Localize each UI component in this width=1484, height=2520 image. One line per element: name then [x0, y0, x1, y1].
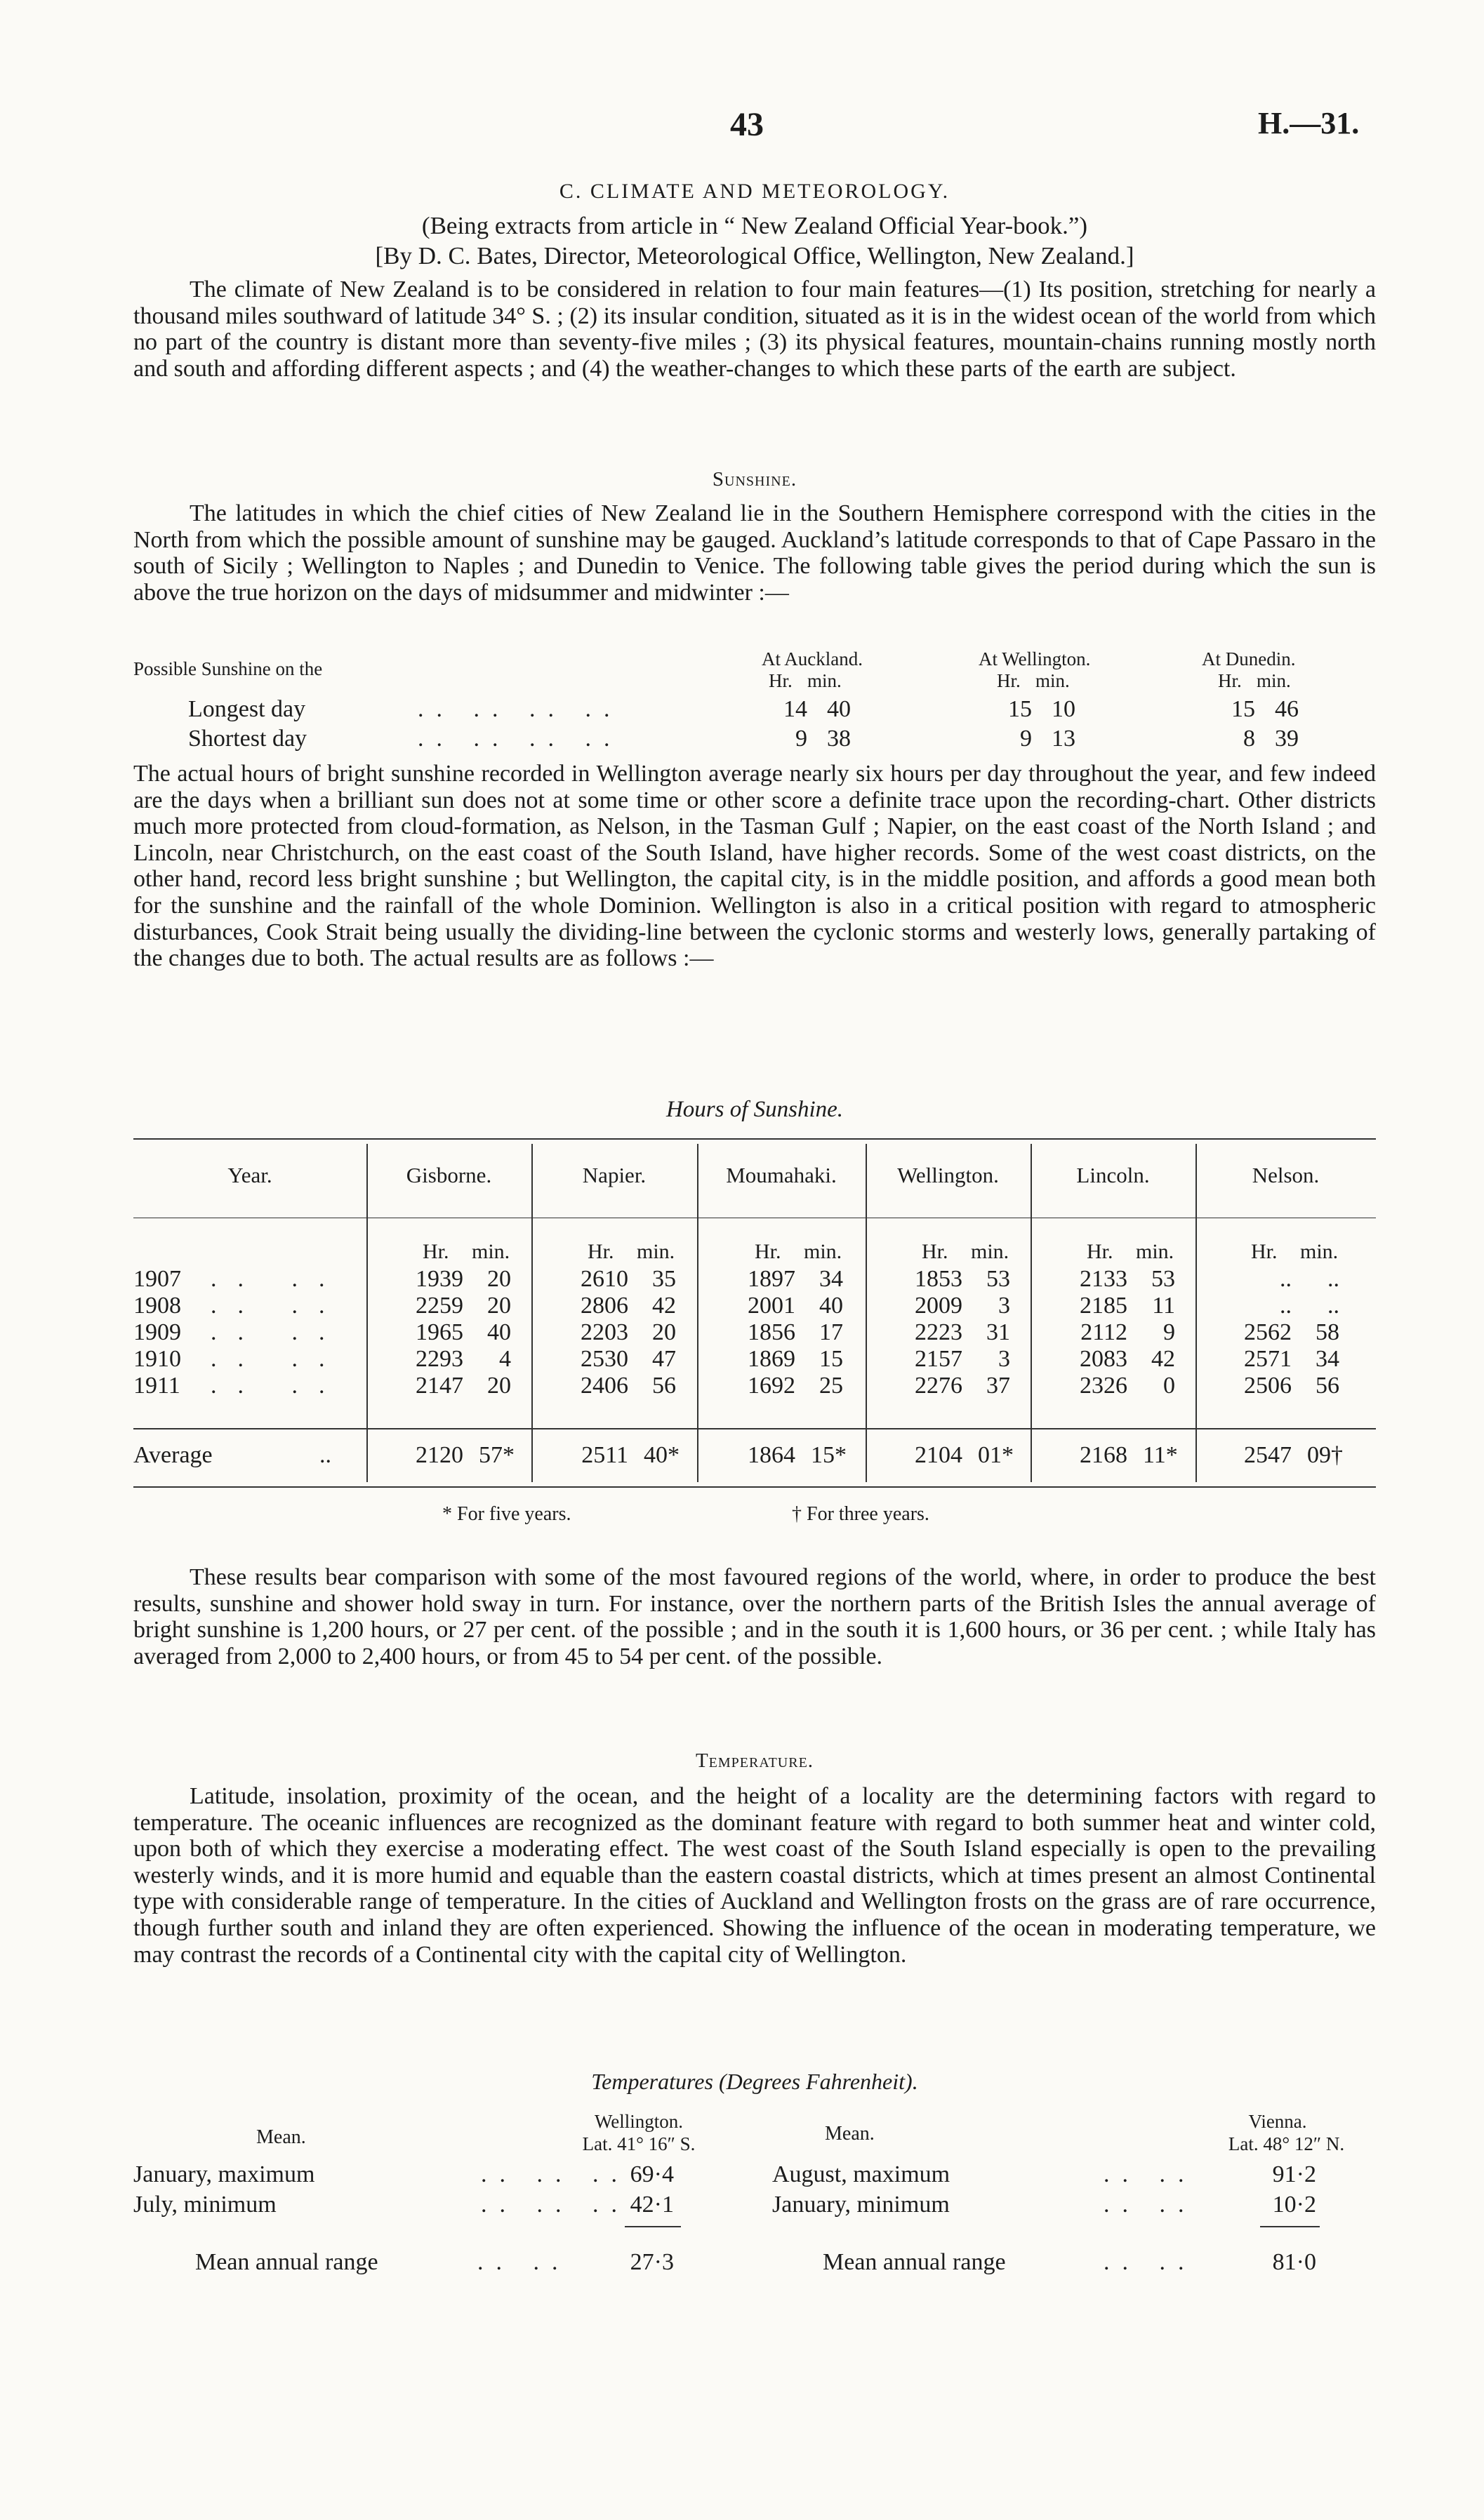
temperature-heading: Temperature.	[695, 1749, 814, 1772]
table-cell: 3	[998, 1346, 1010, 1372]
unit-min: min.	[637, 1240, 675, 1263]
table-cell: 1869	[748, 1346, 795, 1372]
column-wellington: At Wellington.	[979, 648, 1091, 669]
table-cell: 9	[795, 726, 807, 752]
possible-sunshine-label: Possible Sunshine on the	[133, 658, 323, 679]
average-cell: 01*	[978, 1442, 1014, 1468]
table-cell: 53	[986, 1266, 1010, 1292]
column-auckland: At Auckland.	[762, 648, 863, 669]
year-label: 1909	[133, 1319, 181, 1345]
average-cell: 40*	[644, 1442, 680, 1468]
leader-dots: .. .. .. ..	[418, 726, 623, 752]
column-divider	[1031, 1144, 1032, 1482]
unit-min: min.	[1136, 1240, 1174, 1263]
average-label: Average	[133, 1442, 213, 1468]
unit-min: min.	[1300, 1240, 1339, 1263]
average-cell: 2104	[915, 1442, 962, 1468]
temperature-table-title: Temperatures (Degrees Fahrenheit).	[591, 2069, 918, 2094]
table-cell: 2223	[915, 1319, 962, 1345]
table-cell: 9	[1020, 726, 1032, 752]
right-mean-header: Mean.	[825, 2123, 875, 2145]
table-cell: 58	[1316, 1319, 1339, 1345]
row-label: Mean annual range	[195, 2249, 378, 2275]
unit-min: min.	[971, 1240, 1009, 1263]
table-cell: 20	[652, 1319, 676, 1345]
leader-dots: .. ..	[211, 1293, 346, 1319]
sunshine-paragraph-1: The latitudes in which the chief cities of New Zealand lie in the Southern Hemisphere correspond with the cities in the North from which the possible amount of sunshine may be gauged. Auckland’s latitude corresponds to that of Cape Passaro in the south of Sicily ; Wellington to Naples ; and Dunedin to Venice. The following table gives the period during which the sun is above the true horizon on the days of midsummer and midwinter :—	[133, 500, 1376, 606]
section-title: C. CLIMATE AND METEOROLOGY.	[559, 180, 950, 203]
table-cell: 10·2	[1272, 2192, 1316, 2218]
table-cell: 1853	[915, 1266, 962, 1292]
year-header: Year.	[227, 1163, 272, 1187]
row-label: July, minimum	[133, 2192, 277, 2218]
leader-dots: .. ..	[211, 1266, 346, 1292]
leader-dots: .. .. ..	[481, 2192, 630, 2218]
table-cell: 2562	[1244, 1319, 1292, 1345]
table-cell: 2133	[1080, 1266, 1127, 1292]
table-cell: 11	[1152, 1293, 1175, 1319]
table-cell: 42	[652, 1293, 676, 1319]
table-rule-top	[133, 1138, 1376, 1140]
leader-dots: .. ..	[211, 1373, 346, 1399]
document-reference: H.—31.	[1258, 106, 1360, 140]
station-header-nelson: Nelson.	[1252, 1163, 1320, 1187]
table-cell: 38	[827, 726, 851, 752]
table-cell: 2293	[416, 1346, 463, 1372]
unit-hr: Hr.	[423, 1240, 449, 1263]
table-cell: 9	[1163, 1319, 1175, 1345]
table-cell: 1692	[748, 1373, 795, 1399]
table-cell: 39	[1275, 726, 1299, 752]
table-cell: 46	[1275, 696, 1299, 722]
table-cell: 8	[1243, 726, 1255, 752]
table-cell: 42·1	[630, 2192, 674, 2218]
unit-min: min.	[807, 670, 842, 691]
year-label: 1911	[133, 1373, 180, 1399]
table-cell: 56	[1316, 1373, 1339, 1399]
table-cell: 10	[1052, 696, 1075, 722]
table-cell: 2259	[416, 1293, 463, 1319]
table-cell: 31	[986, 1319, 1010, 1345]
table-cell: 2276	[915, 1373, 962, 1399]
leader-dots: .. .. ..	[481, 2161, 630, 2187]
unit-hr: Hr.	[1251, 1240, 1278, 1263]
average-cell: 2168	[1080, 1442, 1127, 1468]
table-cell: 81·0	[1272, 2249, 1316, 2275]
table-cell: 34	[1316, 1346, 1339, 1372]
leader-dots: .. ..	[1104, 2161, 1197, 2187]
table-cell: 2326	[1080, 1373, 1127, 1399]
table-cell: 15	[1008, 696, 1032, 722]
table-cell: 2571	[1244, 1346, 1292, 1372]
unit-hr: Hr.	[769, 670, 793, 691]
table-cell: 15	[1231, 696, 1255, 722]
unit-hr: Hr.	[1218, 670, 1242, 691]
table-cell: ..	[1327, 1266, 1339, 1292]
sum-rule-right	[1260, 2226, 1320, 2227]
leader-dots: .. ..	[1104, 2192, 1197, 2218]
unit-hr: Hr.	[1087, 1240, 1113, 1263]
average-cell: 15*	[811, 1442, 847, 1468]
leader-dots: .. ..	[477, 2249, 571, 2275]
station-header-wellington: Wellington.	[897, 1163, 999, 1187]
table-cell: 40	[827, 696, 851, 722]
table-cell: 2009	[915, 1293, 962, 1319]
leader-dots: ..	[319, 1442, 331, 1468]
wellington-latitude: Lat. 41° 16″ S.	[582, 2133, 696, 2154]
unit-min: min.	[1035, 670, 1070, 691]
leader-dots: .. .. .. ..	[418, 696, 623, 722]
table-cell: 2203	[581, 1319, 628, 1345]
average-cell: 2547	[1244, 1442, 1292, 1468]
unit-min: min.	[472, 1240, 510, 1263]
left-mean-header: Mean.	[256, 2126, 306, 2148]
footnote-five-years: * For five years.	[442, 1503, 571, 1525]
table-cell: 35	[652, 1266, 676, 1292]
station-header-lincoln: Lincoln.	[1076, 1163, 1150, 1187]
table-cell: 2806	[581, 1293, 628, 1319]
leader-dots: .. ..	[211, 1346, 346, 1372]
table-cell: 56	[652, 1373, 676, 1399]
table-cell: 4	[499, 1346, 511, 1372]
hours-table-title: Hours of Sunshine.	[665, 1097, 844, 1122]
table-cell: 2157	[915, 1346, 962, 1372]
station-header-moumahaki: Moumahaki.	[726, 1163, 837, 1187]
row-label: January, minimum	[772, 2192, 950, 2218]
column-dunedin: At Dunedin.	[1202, 648, 1296, 669]
leader-dots: .. ..	[211, 1319, 346, 1345]
table-cell: 47	[652, 1346, 676, 1372]
table-cell: 17	[819, 1319, 843, 1345]
table-cell: 42	[1151, 1346, 1175, 1372]
table-cell: ..	[1280, 1293, 1292, 1319]
table-cell: 20	[487, 1373, 511, 1399]
table-cell: 2610	[581, 1266, 628, 1292]
table-cell: ..	[1280, 1266, 1292, 1292]
sunshine-paragraph-3: These results bear comparison with some of the most favoured regions of the world, where, in order to produce the best results, sunshine and shower hold sway in turn. For instance, over the northern parts of the British Isles the annual average of bright sunshine is 1,200 hours, or 27 per cent. of the possible ; and in the south it is 1,600 hours, or 36 per cent. ; while Italy has averaged from 2,000 to 2,400 hours, or from 45 to 54 per cent. of the possible.	[133, 1564, 1376, 1669]
unit-hr: Hr.	[588, 1240, 614, 1263]
vienna-latitude: Lat. 48° 12″ N.	[1228, 2133, 1345, 2154]
column-divider	[1195, 1144, 1197, 1482]
table-cell: 27·3	[630, 2249, 674, 2275]
table-cell: 20	[487, 1266, 511, 1292]
row-label: August, maximum	[772, 2161, 950, 2187]
average-cell: 2120	[416, 1442, 463, 1468]
table-cell: 1939	[416, 1266, 463, 1292]
sunshine-heading: Sunshine.	[712, 468, 797, 491]
table-cell: 13	[1052, 726, 1075, 752]
table-cell: 2530	[581, 1346, 628, 1372]
column-divider	[697, 1144, 698, 1482]
intro-paragraph: The climate of New Zealand is to be considered in relation to four main features—(1) Its position, stretching for nearly a thousand miles southward of latitude 34° S. ; (2) its insular condition, situated as it is in the widest ocean of the world from which no part of the country is distant more than seventy-five miles ; (3) its physical features, mountain-chains running mostly north and south and affording different aspects ; and (4) the weather-changes to which these parts of the earth are subject.	[133, 276, 1376, 382]
column-divider	[531, 1144, 533, 1482]
table-cell: 2147	[416, 1373, 463, 1399]
table-cell: ..	[1327, 1293, 1339, 1319]
sum-rule-left	[625, 2226, 681, 2227]
footnote-three-years: † For three years.	[792, 1503, 929, 1525]
table-cell: 1856	[748, 1319, 795, 1345]
unit-hr: Hr.	[755, 1240, 781, 1263]
unit-min: min.	[1257, 670, 1291, 691]
vienna-header: Vienna.	[1248, 2111, 1307, 2132]
table-cell: 2185	[1080, 1293, 1127, 1319]
table-cell: 40	[819, 1293, 843, 1319]
year-label: 1908	[133, 1293, 181, 1319]
average-cell: 2511	[581, 1442, 628, 1468]
table-cell: 25	[819, 1373, 843, 1399]
subtitle: (Being extracts from article in “ New Zealand Official Year-book.”)	[421, 212, 1088, 239]
unit-hr: Hr.	[922, 1240, 948, 1263]
column-divider	[366, 1144, 368, 1482]
unit-hr: Hr.	[997, 670, 1021, 691]
average-cell: 09†	[1307, 1442, 1343, 1468]
row-label: January, maximum	[133, 2161, 315, 2187]
byline: [By D. C. Bates, Director, Meteorological Office, Wellington, New Zealand.]	[375, 242, 1134, 269]
table-cell: 14	[783, 696, 807, 722]
unit-min: min.	[804, 1240, 842, 1263]
table-cell: 20	[487, 1293, 511, 1319]
table-cell: 37	[986, 1373, 1010, 1399]
table-cell: 1897	[748, 1266, 795, 1292]
leader-dots: .. ..	[1104, 2249, 1197, 2275]
table-cell: 2001	[748, 1293, 795, 1319]
table-cell: 2112	[1080, 1319, 1127, 1345]
average-cell: 11*	[1143, 1442, 1178, 1468]
table-cell: 53	[1151, 1266, 1175, 1292]
row-label: Longest day	[188, 696, 306, 722]
station-header-napier: Napier.	[582, 1163, 647, 1187]
table-cell: 15	[819, 1346, 843, 1372]
page-number: 43	[730, 106, 764, 143]
table-cell: 40	[487, 1319, 511, 1345]
column-divider	[866, 1144, 867, 1482]
table-cell: 2406	[581, 1373, 628, 1399]
table-rule-average	[133, 1428, 1376, 1429]
table-cell: 0	[1163, 1373, 1175, 1399]
table-cell: 2083	[1080, 1346, 1127, 1372]
temperature-paragraph: Latitude, insolation, proximity of the ocean, and the height of a locality are the determining factors with regard to temperature. The oceanic influences are recognized as the dominant feature with regard to both summer heat and winter cold, upon both of which they exercise a moderating effect. The west coast of the South Island especially is open to the prevailing westerly winds, and it is more humid and equable than the eastern coastal districts, which at times present an almost Continental type with considerable range of temperature. In the cities of Auckland and Wellington frosts on the grass are of rare occurrence, though further south and inland they are often experienced. Showing the influence of the ocean in moderating temperature, we may contrast the records of a Continental city with the capital city of Wellington.	[133, 1783, 1376, 1968]
average-cell: 1864	[748, 1442, 795, 1468]
year-label: 1910	[133, 1346, 181, 1372]
table-cell: 1965	[416, 1319, 463, 1345]
year-label: 1907	[133, 1266, 181, 1292]
row-label: Shortest day	[188, 726, 307, 752]
table-cell: 34	[819, 1266, 843, 1292]
station-header-gisborne: Gisborne.	[406, 1163, 492, 1187]
table-cell: 2506	[1244, 1373, 1292, 1399]
table-cell: 3	[998, 1293, 1010, 1319]
wellington-header: Wellington.	[594, 2111, 684, 2132]
table-cell: 91·2	[1272, 2161, 1316, 2187]
row-label: Mean annual range	[823, 2249, 1006, 2275]
table-rule-bottom	[133, 1486, 1376, 1488]
sunshine-paragraph-2: The actual hours of bright sunshine recorded in Wellington average nearly six hours per day throughout the year, and few indeed are the days when a brilliant sun does not at some time or other score a definite trace upon the recording-chart. Other districts much more protected from cloud-formation, as Nelson, in the Tasman Gulf ; Napier, on the east coast of the North Island ; and Lincoln, near Christchurch, on the east coast of the South Island, have higher records. Some of the west coast districts, on the other hand, record less bright sunshine ; but Wellington, the capital city, is in the middle position, and affords a good mean both for the sunshine and the rainfall of the whole Dominion. Wellington is also in a critical position with regard to atmospheric disturbances, Cook Strait being usually the dividing-line between the cyclonic storms and westerly lows, generally partaking of the changes due to both. The actual results are as follows :—	[133, 761, 1376, 972]
average-cell: 57*	[479, 1442, 515, 1468]
table-cell: 69·4	[630, 2161, 674, 2187]
